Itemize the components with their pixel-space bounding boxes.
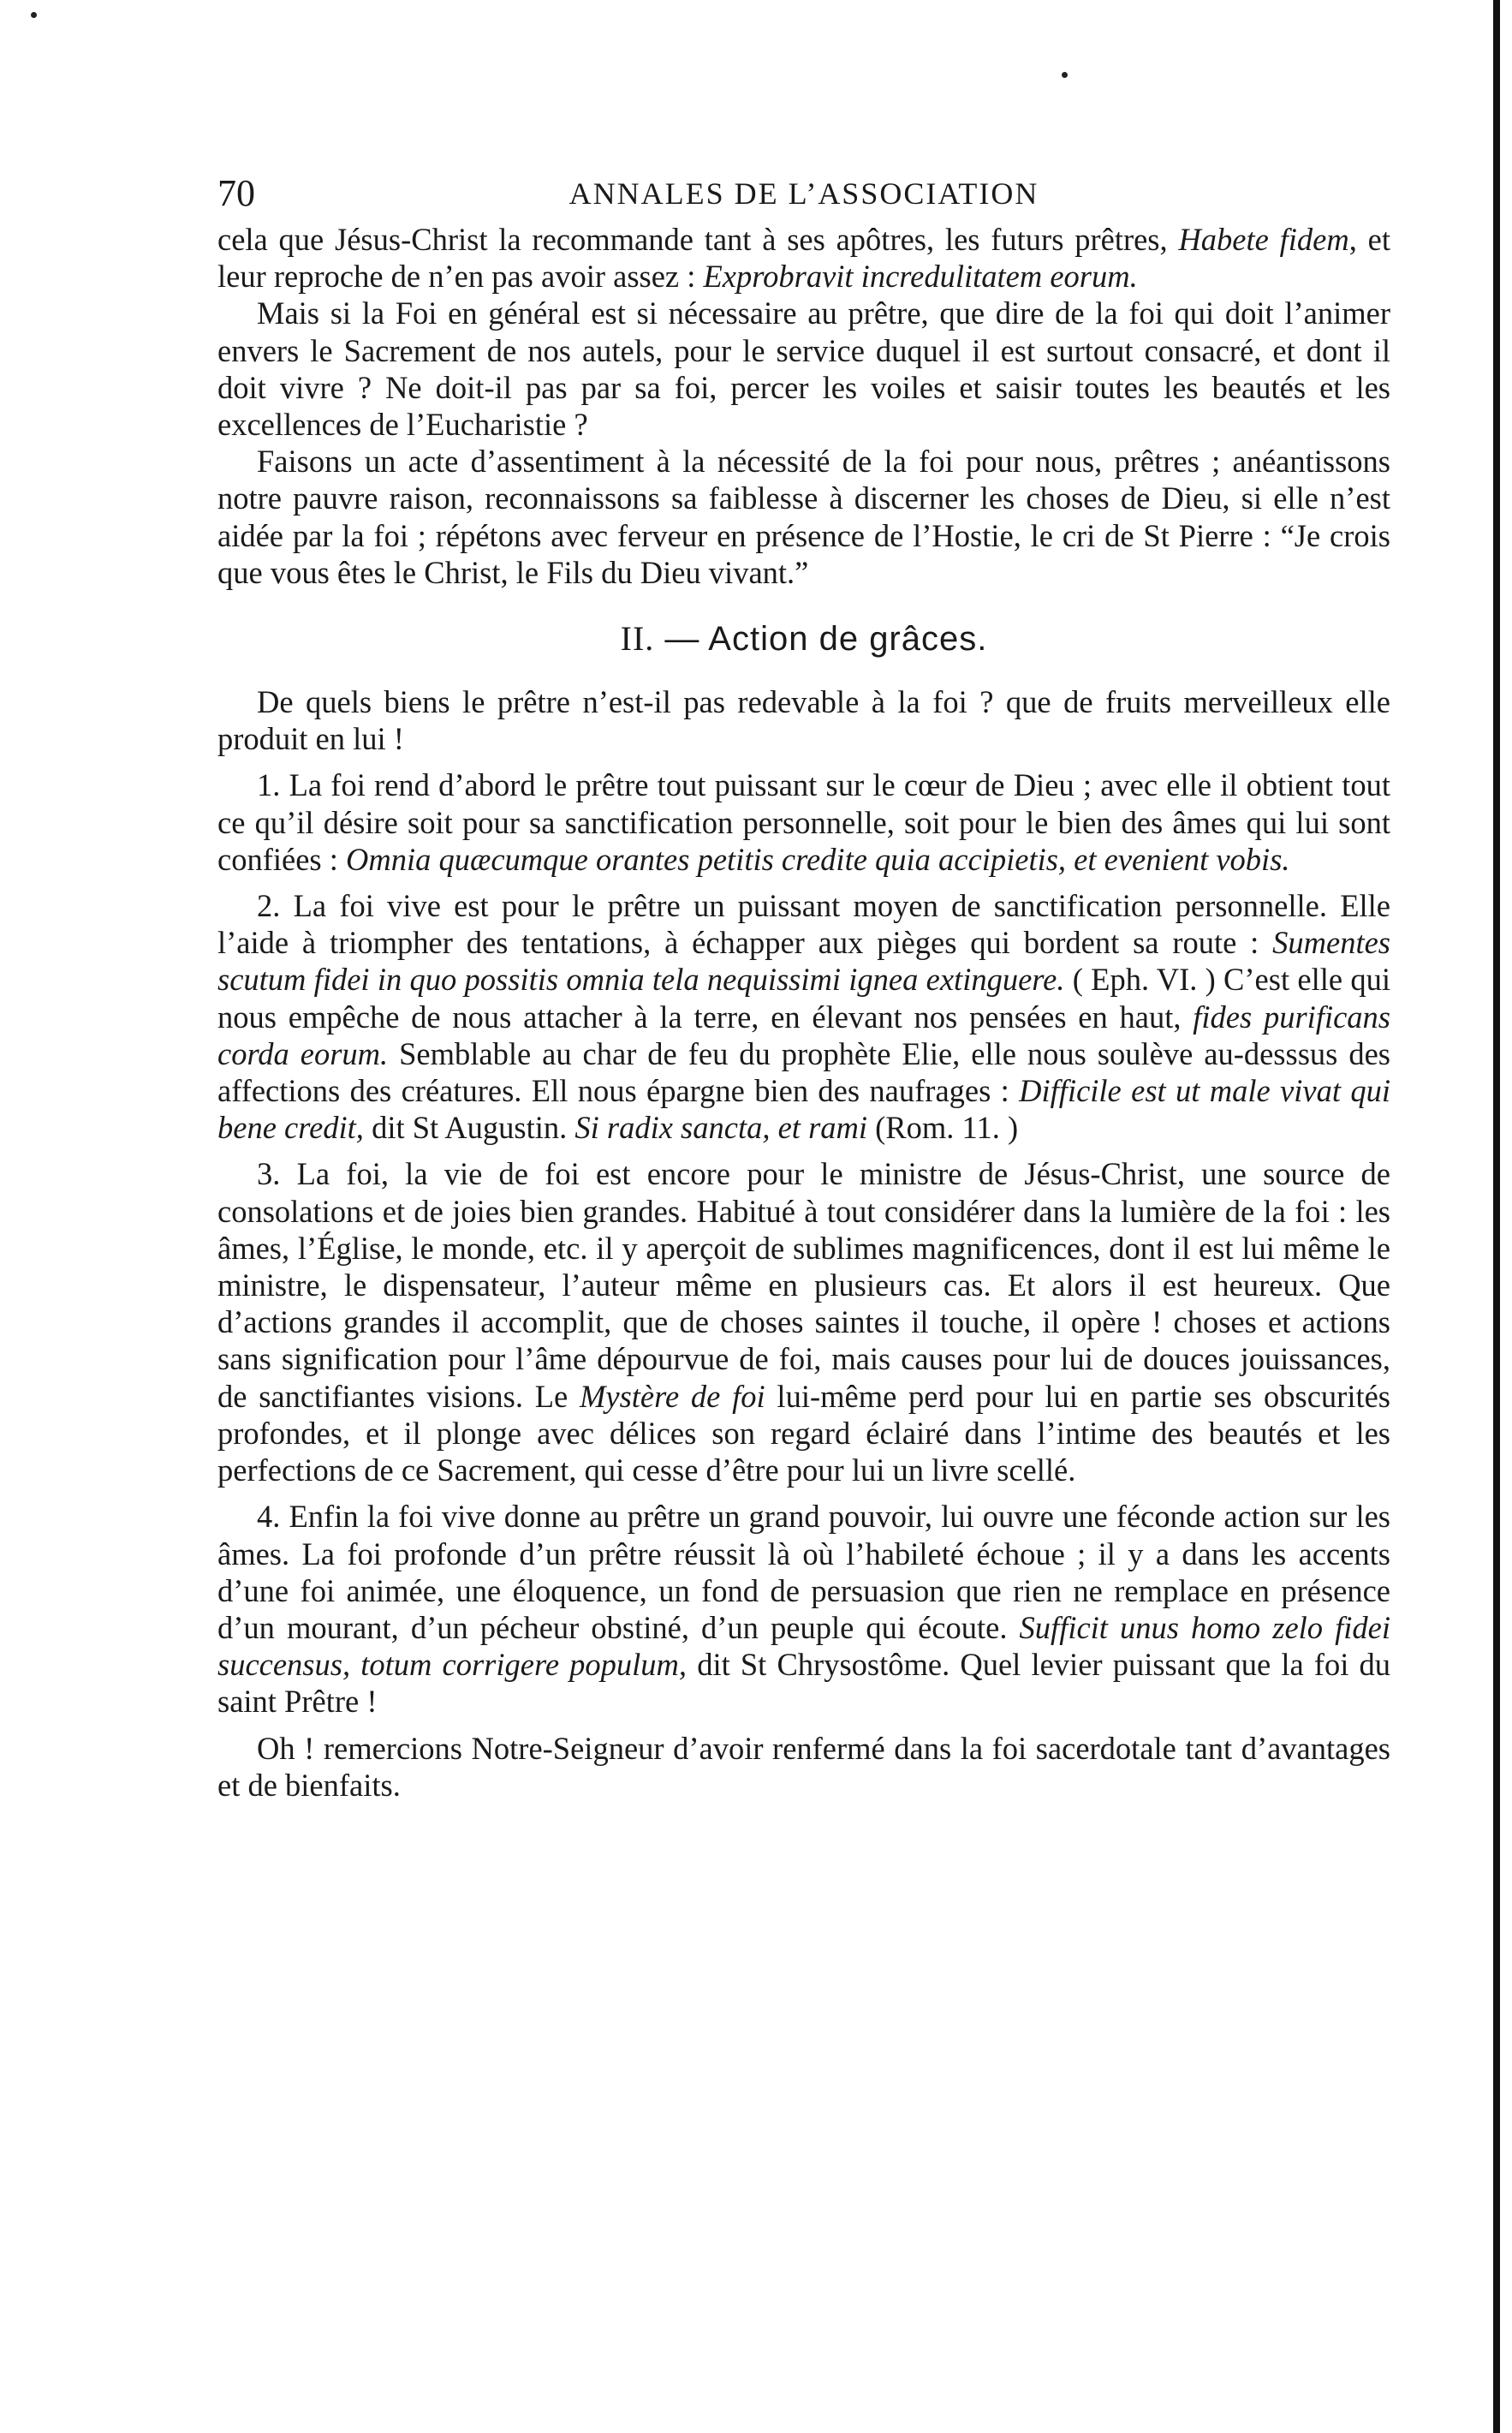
body-text [217, 221, 1390, 1813]
section-title: — Action de grâces. [664, 620, 988, 659]
italic-run: Sumentes scutum fidei in quo possitis omnia tela nequissimi ignea extinguere. [217, 925, 1390, 998]
paragraph [217, 1498, 1390, 1720]
text-run: ( Eph. VI. ) C’est elle qui nous empêche de nous attacher à la terre, en élevant nos pensées en haut, [217, 962, 1390, 1035]
section-heading [217, 617, 1390, 661]
text-run: Oh ! remercions Notre-Seigneur d’avoir renfermé dans la foi sacerdotale tant d’avantages et de bienfaits. [217, 1730, 1390, 1803]
text-run: Faisons un acte d’assentiment à la nécessité de la foi pour nous, prêtres ; anéantissons notre pauvre raison, reconnaissons sa faiblesse à discerner les choses de Dieu, si elle n’est aidée par la foi ; répétons avec ferveur en présence de l’Hostie, le cri de St Pierre : “Je crois que vous êtes le Christ, le Fils du Dieu vivant.” [217, 444, 1390, 590]
text-run: Mais si la Foi en général est si nécessaire au prêtre, que dire de la foi qui doit l’animer envers le Sacrement de nos autels, pour le service duquel il est surtout consacré, et dont il doit vivre ? Ne doit-il pas par sa foi, percer les voiles et saisir toutes les beautés et les excellences de l’Eucharistie ? [217, 295, 1390, 443]
paragraph [217, 221, 1390, 295]
page-header [217, 168, 1390, 219]
text-run: 2. La foi vive est pour le prêtre un puissant moyen de sanctification personnelle. Elle l’aide à triompher des tentations, à échapper aux pièges qui bordent sa route : [217, 888, 1390, 961]
scan-speck [1062, 72, 1068, 78]
text-run: dit St Chrysostôme. Quel levier puissant que la foi du saint Prêtre ! [217, 1647, 1390, 1720]
text-run: cela que Jésus-Christ la recommande tant à ses apôtres, les futurs prêtres, [217, 222, 1179, 257]
scan-edge-line [1493, 0, 1500, 2433]
paragraph [217, 295, 1390, 443]
scan-speck [31, 12, 37, 18]
paragraph [217, 766, 1390, 878]
paragraph [217, 1730, 1390, 1804]
italic-run: Omnia quæcumque orantes petitis credite quia accipietis, et evenient vobis. [346, 841, 1290, 877]
italic-run: Mystère de foi [579, 1378, 765, 1414]
paragraph [217, 887, 1390, 1146]
italic-run: Habete fidem [1178, 222, 1349, 257]
running-title: ANNALES DE L’ASSOCIATION [568, 176, 1039, 211]
section-number: II. [620, 619, 655, 659]
text-run: (Rom. 11. ) [867, 1110, 1019, 1146]
paragraph [217, 1155, 1390, 1488]
italic-run: Si radix sancta, et rami [574, 1110, 868, 1146]
text-run: lui-même perd pour lui en partie ses obscurités profondes, et il plonge avec délices son regard éclairé dans l’intime des beautés et les perfections de ce Sacrement, qui cesse d’être pour lui un livre scellé. [217, 1378, 1391, 1488]
italic-run: Difficile est ut male vivat qui bene credit, [217, 1073, 1390, 1146]
paragraph [217, 683, 1390, 757]
paragraph-group-top [217, 221, 1390, 591]
italic-run: Sufficit unus homo zelo fidei succensus, totum corrigere populum, [217, 1609, 1390, 1683]
text-run: 1. La foi rend d’abord le prêtre tout puissant sur le cœur de Dieu ; avec elle il obtient tout ce qu’il désire soit pour sa sanctification personnelle, soit pour le bien des âmes qui lui sont confiées : [217, 767, 1390, 877]
page-number: 70 [217, 172, 255, 214]
italic-run: fides purificans corda eorum. [217, 999, 1391, 1071]
text-run: 4. Enfin la foi vive donne au prêtre un grand pouvoir, lui ouvre une féconde action sur les âmes. La foi profonde d’un prêtre réussit là où l’habileté échoue ; il y a dans les accents d’une foi animée, une éloquence, un fond de persuasion que rien ne remplace en présence d’un mourant, d’un pécheur obstiné, d’un peuple qui écoute. [217, 1499, 1390, 1645]
text-run: De quels biens le prêtre n’est-il pas redevable à la foi ? que de fruits merveilleux elle produit en lui ! [217, 684, 1390, 757]
text-run: 3. La foi, la vie de foi est encore pour le ministre de Jésus-Christ, une source de consolations et de joies bien grandes. Habitué à tout considérer dans la lumière de la foi : les âmes, l’Église, le monde, etc. il y aperçoit de sublimes magnificences, dont il est lui même le ministre, le dispensateur, l’auteur même en plusieurs cas. Et alors il est heureux. Que d’actions grandes il accomplit, que de choses saintes il touche, il opère ! choses et actions sans signification pour l’âme dépourvue de foi, mais causes pour lui de douces jouissances, de sanctifiantes visions. Le [217, 1156, 1390, 1414]
paragraph [217, 443, 1390, 591]
text-run: dit St Augustin. [363, 1110, 575, 1146]
paragraph-group-bottom [217, 683, 1390, 1804]
text-run: Semblable au char de feu du prophète Elie, elle nous soulève au-desssus des affections des créatures. Ell nous épargne bien des naufrages : [217, 1035, 1390, 1109]
text-run: , et leur reproche de n’en pas avoir assez : [217, 222, 1390, 295]
italic-run: Exprobravit incredulitatem eorum. [703, 259, 1138, 295]
